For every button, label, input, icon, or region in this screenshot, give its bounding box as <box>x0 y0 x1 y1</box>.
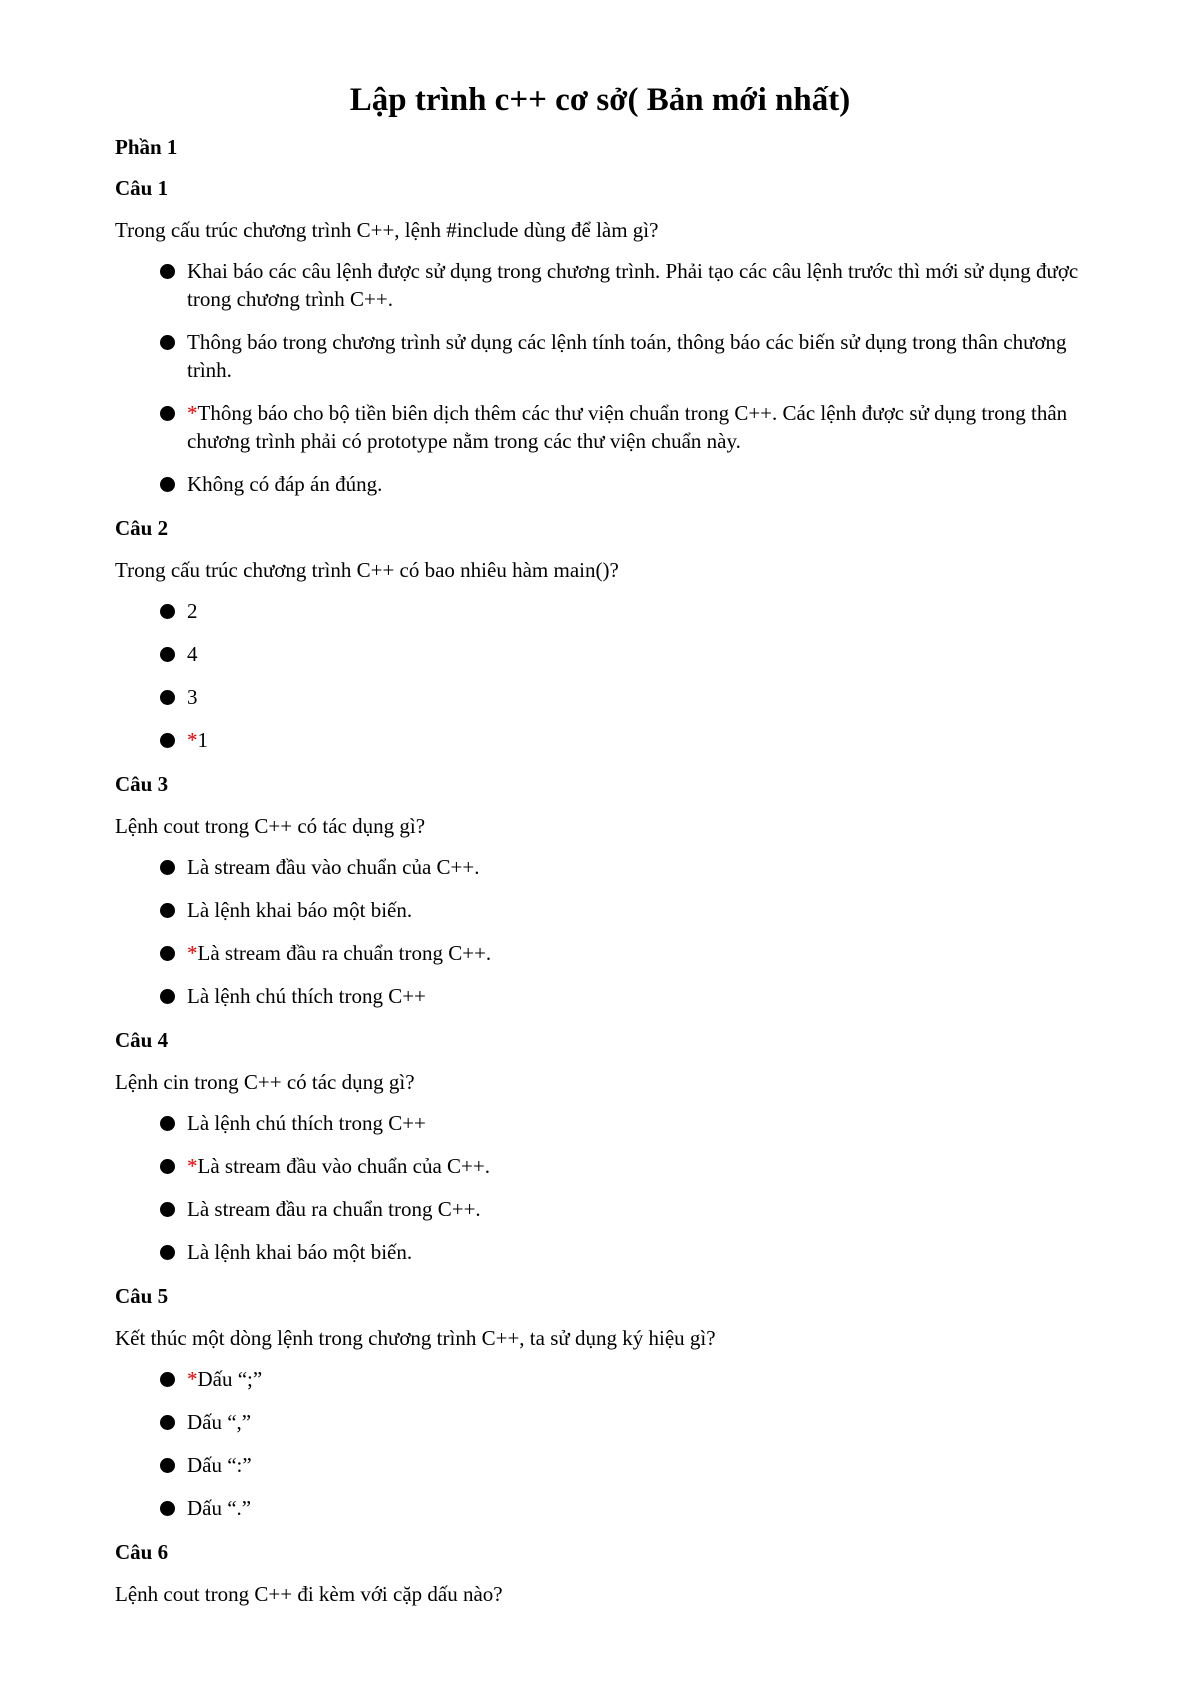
answer-option <box>115 1494 1115 1522</box>
correct-answer-marker: * <box>187 941 198 965</box>
document-title: Lập trình c++ cơ sở( Bản mới nhất) <box>349 82 851 118</box>
bullet-icon <box>160 1458 175 1473</box>
bullet-icon <box>160 1372 175 1387</box>
bullet-icon <box>160 733 175 748</box>
correct-answer-marker: * <box>187 1154 198 1178</box>
question-text: Trong cấu trúc chương trình C++ có bao nhiêu hàm main()? <box>115 558 619 582</box>
answer-option-text: Không có đáp án đúng. <box>187 472 383 496</box>
bullet-icon <box>160 604 175 619</box>
bullet-icon <box>160 903 175 918</box>
answer-option-text: 2 <box>187 599 198 623</box>
answer-option-text: Là stream đầu vào chuẩn của C++. <box>197 1154 490 1178</box>
answer-option-text: Là stream đầu ra chuẩn trong C++. <box>187 1197 481 1221</box>
answer-option-text: Khai báo các câu lệnh được sử dụng trong chương trình. Phải tạo các câu lệnh trước thì mới sử dụng được trong chương trình C++. <box>187 259 1079 311</box>
bullet-icon <box>160 1415 175 1430</box>
answer-option <box>115 399 1115 455</box>
question-text: Kết thúc một dòng lệnh trong chương trình C++, ta sử dụng ký hiệu gì? <box>115 1326 716 1350</box>
question-label: Câu 3 <box>115 772 169 796</box>
bullet-icon <box>160 1245 175 1260</box>
correct-answer-marker: * <box>187 1367 198 1391</box>
answer-option <box>115 640 1115 668</box>
answer-option-text: Là lệnh khai báo một biến. <box>187 1240 413 1264</box>
question-text: Lệnh cin trong C++ có tác dụng gì? <box>115 1070 415 1094</box>
question-label: Câu 6 <box>115 1540 169 1564</box>
question-block <box>115 1537 1115 1608</box>
bullet-icon <box>160 946 175 961</box>
question-label: Câu 5 <box>115 1284 169 1308</box>
question-text: Trong cấu trúc chương trình C++, lệnh #include dùng để làm gì? <box>115 218 659 242</box>
answer-option <box>115 1195 1115 1223</box>
answer-option <box>115 1408 1115 1436</box>
bullet-icon <box>160 264 175 279</box>
correct-answer-marker: * <box>187 728 198 752</box>
question-list <box>115 173 1115 1621</box>
answer-options <box>115 1109 1115 1266</box>
answer-options <box>115 597 1115 754</box>
answer-option <box>115 1109 1115 1137</box>
answer-option-text: 3 <box>187 685 198 709</box>
answer-option <box>115 896 1115 924</box>
answer-option-text: Là stream đầu vào chuẩn của C++. <box>187 855 480 879</box>
answer-option-text: Dấu “:” <box>187 1453 252 1477</box>
correct-answer-marker: * <box>187 401 198 425</box>
answer-option <box>115 1152 1115 1180</box>
part-heading: Phần 1 <box>115 135 178 159</box>
bullet-icon <box>160 1501 175 1516</box>
answer-option-text: 1 <box>197 728 208 752</box>
answer-option <box>115 1451 1115 1479</box>
question-block <box>115 1025 1115 1266</box>
answer-option <box>115 939 1115 967</box>
answer-option-text: Thông báo trong chương trình sử dụng các lệnh tính toán, thông báo các biến sử dụng trong thân chương trình. <box>187 330 1067 382</box>
answer-option-text: 4 <box>187 642 198 666</box>
bullet-icon <box>160 335 175 350</box>
question-label: Câu 2 <box>115 516 169 540</box>
answer-option-text: Dấu “;” <box>197 1367 263 1391</box>
answer-option <box>115 257 1115 313</box>
bullet-icon <box>160 1202 175 1217</box>
bullet-icon <box>160 989 175 1004</box>
answer-option <box>115 853 1115 881</box>
question-label: Câu 1 <box>115 176 169 200</box>
answer-option-text: Thông báo cho bộ tiền biên dịch thêm các thư viện chuẩn trong C++. Các lệnh được sử dụng trong thân chương trình phải có prototype nằm trong các thư viện chuẩn này. <box>187 401 1068 453</box>
bullet-icon <box>160 690 175 705</box>
bullet-icon <box>160 860 175 875</box>
bullet-icon <box>160 647 175 662</box>
answer-option-text: Là lệnh khai báo một biến. <box>187 898 413 922</box>
question-text: Lệnh cout trong C++ đi kèm với cặp dấu nào? <box>115 1582 503 1606</box>
bullet-icon <box>160 477 175 492</box>
bullet-icon <box>160 1159 175 1174</box>
question-label: Câu 4 <box>115 1028 169 1052</box>
question-text: Lệnh cout trong C++ có tác dụng gì? <box>115 814 426 838</box>
answer-option <box>115 726 1115 754</box>
answer-option-text: Dấu “.” <box>187 1496 252 1520</box>
answer-option <box>115 1238 1115 1266</box>
answer-options <box>115 1365 1115 1522</box>
answer-option-text: Dấu “,” <box>187 1410 252 1434</box>
answer-option-text: Là lệnh chú thích trong C++ <box>187 1111 426 1135</box>
answer-option <box>115 683 1115 711</box>
bullet-icon <box>160 406 175 421</box>
answer-option <box>115 328 1115 384</box>
answer-option-text: Là lệnh chú thích trong C++ <box>187 984 426 1008</box>
question-block <box>115 173 1115 498</box>
answer-options <box>115 853 1115 1010</box>
answer-option <box>115 1365 1115 1393</box>
answer-option <box>115 470 1115 498</box>
bullet-icon <box>160 1116 175 1131</box>
answer-options <box>115 257 1115 498</box>
question-block <box>115 769 1115 1010</box>
answer-option <box>115 597 1115 625</box>
question-block <box>115 1281 1115 1522</box>
answer-option-text: Là stream đầu ra chuẩn trong C++. <box>197 941 492 965</box>
question-block <box>115 513 1115 754</box>
answer-option <box>115 982 1115 1010</box>
